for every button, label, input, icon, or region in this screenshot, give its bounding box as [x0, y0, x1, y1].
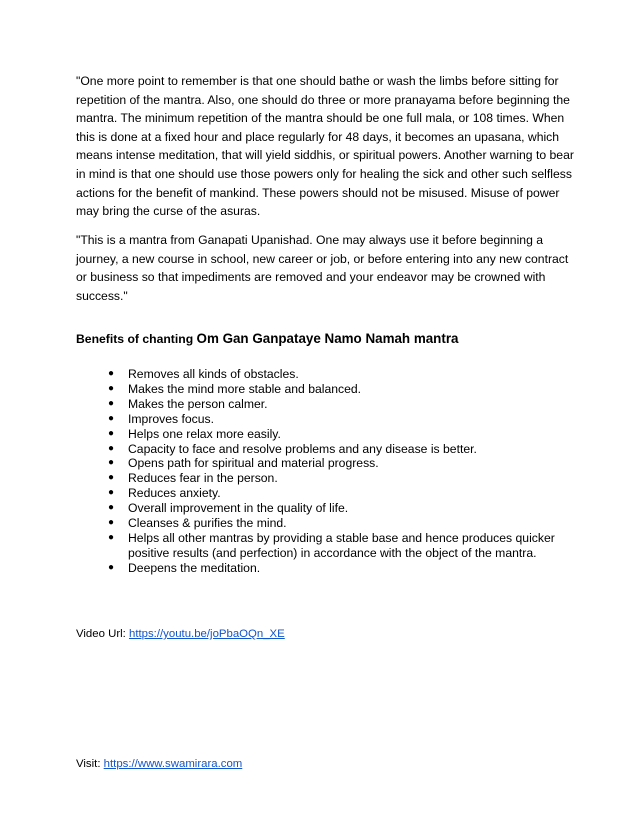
bullet-icon: ● — [108, 517, 115, 529]
benefit-list-item — [108, 442, 568, 457]
bullet-icon: ● — [108, 427, 115, 439]
benefit-text: Deepens the meditation. — [128, 560, 261, 575]
paragraph-ganapati-upanishad: "This is a mantra from Ganapati Upanishad. One may always use it before beginning a journey, a new course in school, new career or job, or before entering into any new contract or business so that impediments are removed and your endeavor may be crowned with success." — [76, 233, 569, 303]
benefits-heading — [76, 330, 458, 348]
benefit-list-item — [108, 367, 568, 382]
benefit-text: Capacity to face and resolve problems and any disease is better. — [128, 441, 477, 456]
benefit-list-item — [108, 382, 568, 397]
paragraph-bathe-before-repetition: "One more point to remember is that one should bathe or wash the limbs before sitting for repetition of the mantra. Also, one should do three or more pranayama before beginning the mantra. The minimum repetition of the mantra should be one full mala, or 108 times. When this is done at a fixed hour and place regularly for 48 days, it becomes an upasana, which means intense meditation, that will yield siddhis, or spiritual powers. Another warning to bear in mind is that one should use those powers only for healing the sick and other such selfless actions for the benefit of mankind. These powers should not be misused. Misuse of power may bring the curse of the asuras. — [76, 74, 574, 219]
benefit-text: Helps one relax more easily. — [128, 426, 281, 441]
bullet-icon: ● — [108, 561, 115, 573]
benefit-text: Reduces fear in the person. — [128, 471, 278, 486]
benefit-text: Overall improvement in the quality of life. — [128, 501, 349, 516]
benefits-heading-mantra: Om Gan Ganpataye Namo Namah mantra — [196, 331, 459, 346]
benefit-text: Opens path for spiritual and material progress. — [128, 456, 379, 471]
bullet-icon: ● — [108, 382, 115, 394]
bullet-icon: ● — [108, 442, 115, 454]
benefit-list-item — [108, 456, 568, 471]
benefit-list-item — [108, 412, 568, 427]
bullet-icon: ● — [108, 472, 115, 484]
benefit-text: Reduces anxiety. — [128, 486, 221, 501]
bullet-icon: ● — [108, 412, 115, 424]
video-url-label: Video Url: — [76, 628, 129, 640]
benefit-list-item — [108, 516, 568, 531]
benefit-text: Improves focus. — [128, 411, 215, 426]
bullet-icon: ● — [108, 502, 115, 514]
bullet-icon: ● — [108, 368, 115, 379]
benefit-text: Helps all other mantras by providing a stable base and hence produces quicker positive results (and perfection) in accordance with the object of the mantra. — [128, 530, 555, 560]
bullet-icon: ● — [108, 397, 115, 409]
visit-line — [76, 756, 242, 772]
benefit-list-item — [108, 501, 568, 516]
visit-label: Visit: — [76, 758, 104, 770]
bullet-icon: ● — [108, 487, 115, 499]
benefit-text: Removes all kinds of obstacles. — [128, 367, 299, 381]
benefit-text: Makes the mind more stable and balanced. — [128, 381, 362, 396]
benefits-list — [108, 367, 568, 576]
benefit-list-item — [108, 471, 568, 486]
visit-link[interactable]: https://www.swamirara.com — [103, 758, 243, 770]
video-url-line — [76, 626, 285, 642]
benefit-list-item — [108, 397, 568, 412]
benefit-text: Cleanses & purifies the mind. — [128, 516, 287, 531]
benefit-text: Makes the person calmer. — [128, 396, 268, 411]
bullet-icon: ● — [108, 457, 115, 469]
benefit-list-item — [108, 427, 568, 442]
benefits-heading-prefix: Benefits of chanting — [76, 332, 197, 346]
benefit-list-item — [108, 486, 568, 501]
bullet-icon: ● — [108, 531, 115, 543]
benefit-list-item — [108, 531, 568, 561]
video-url-link[interactable]: https://youtu.be/joPbaOQn_XE — [128, 628, 285, 640]
benefit-list-item — [108, 561, 568, 576]
